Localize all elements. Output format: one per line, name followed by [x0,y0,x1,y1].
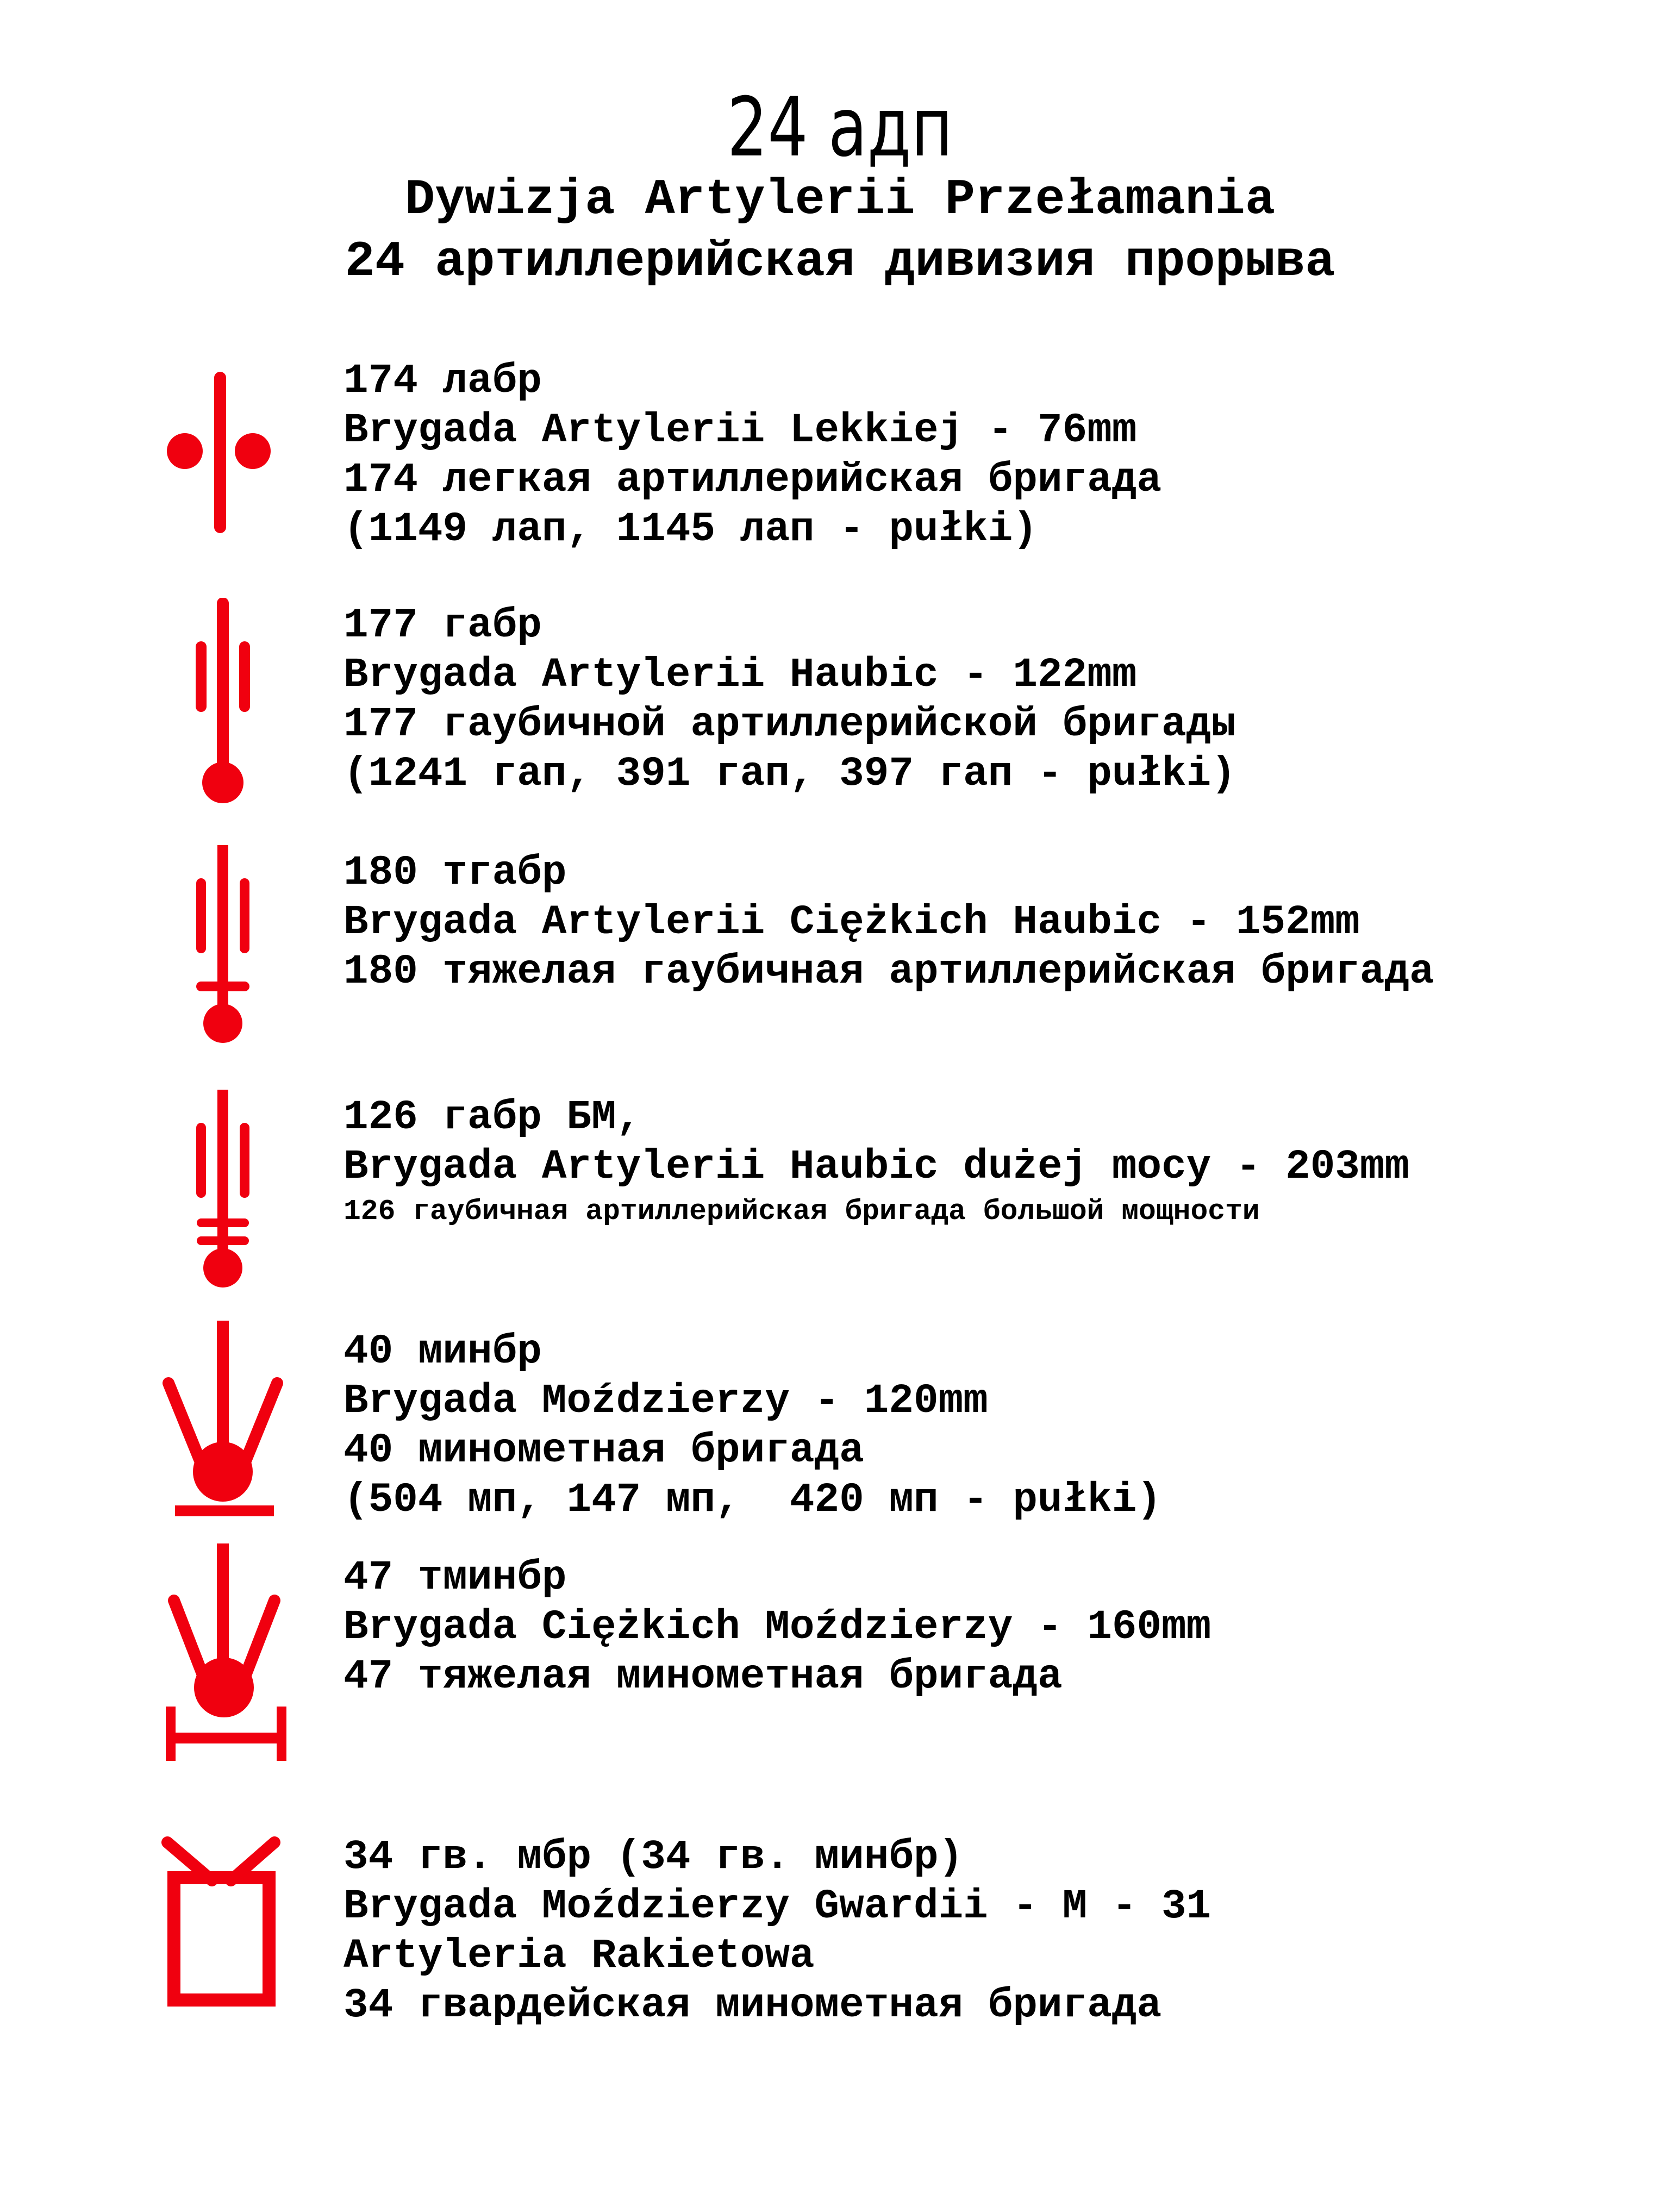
brigade-line: 126 гаубичная артиллерийская бригада большой мощности [344,1195,1260,1228]
brigade-line: 177 габр [344,602,542,649]
subtitle-polish: Dywizja Artylerii Przełamania [404,171,1276,228]
brigade-line: Brygada Ciężkich Moździerzy - 160mm [344,1604,1211,1651]
brigade-text [344,848,1434,997]
brigade-line: 47 тяжелая минометная бригада [344,1653,1063,1700]
brigade-line: 174 легкая артиллерийская бригада [344,457,1162,503]
brigade-126 [0,1090,1680,1318]
high-power-howitzer-symbol-icon [152,1090,304,1318]
brigade-line: (1241 гап, 391 гап, 397 гап - pułki) [344,751,1236,797]
brigade-text [344,601,1236,799]
brigade-line: 126 габр БМ, [344,1094,641,1141]
brigade-177 [0,598,1680,826]
brigade-text [344,357,1161,554]
brigade-174 [0,353,1680,582]
heavy-howitzer-symbol-icon [152,845,304,1073]
brigade-line: 40 минбр [344,1328,542,1375]
light-artillery-symbol-icon [152,353,304,582]
brigade-40 [0,1321,1680,1549]
brigade-line: 34 гвардейская минометная бригада [344,1982,1162,2029]
brigade-line: 47 тминбр [344,1554,567,1601]
howitzer-symbol-icon [152,598,304,826]
brigade-text [344,1327,1161,1525]
brigade-line: 180 тяжелая гаубичная артиллерийская бригада [344,948,1434,995]
brigade-180 [0,845,1680,1073]
brigade-text [344,1093,1409,1231]
brigade-text [344,1833,1211,2030]
brigade-line: Brygada Artylerii Ciężkich Haubic - 152mm [344,899,1360,946]
mortar-symbol-icon [152,1321,304,1549]
brigade-line: Brygada Artylerii Haubic dużej mocy - 203mm [344,1143,1410,1190]
brigade-line: Brygada Artylerii Haubic - 122mm [344,652,1137,698]
brigade-line: 174 лабр [344,358,542,404]
brigade-line: Artyleria Rakietowa [344,1933,815,1979]
page-title: 24 адп [727,80,953,175]
brigade-34-guards [0,1832,1680,2060]
brigade-line: (1149 лап, 1145 лап - pułki) [344,506,1038,553]
brigade-line: Brygada Moździerzy - 120mm [344,1378,988,1424]
heavy-mortar-symbol-icon [152,1543,304,1772]
brigade-line: (504 мп, 147 мп, 420 мп - pułki) [344,1477,1162,1523]
brigade-47 [0,1543,1680,1772]
rocket-artillery-symbol-icon [152,1832,304,2060]
subtitle-russian: 24 артиллерийская дивизия прорыва [345,233,1335,290]
brigade-text [344,1553,1211,1702]
brigade-line: 34 гв. мбр (34 гв. минбр) [344,1834,964,1880]
brigade-line: 177 гаубичной артиллерийской бригады [344,701,1236,748]
brigade-line: 180 тгабр [344,849,567,896]
brigade-line: 40 минометная бригада [344,1427,864,1474]
brigade-line: Brygada Artylerii Lekkiej - 76mm [344,407,1137,454]
brigade-line: Brygada Moździerzy Gwardii - M - 31 [344,1883,1211,1930]
